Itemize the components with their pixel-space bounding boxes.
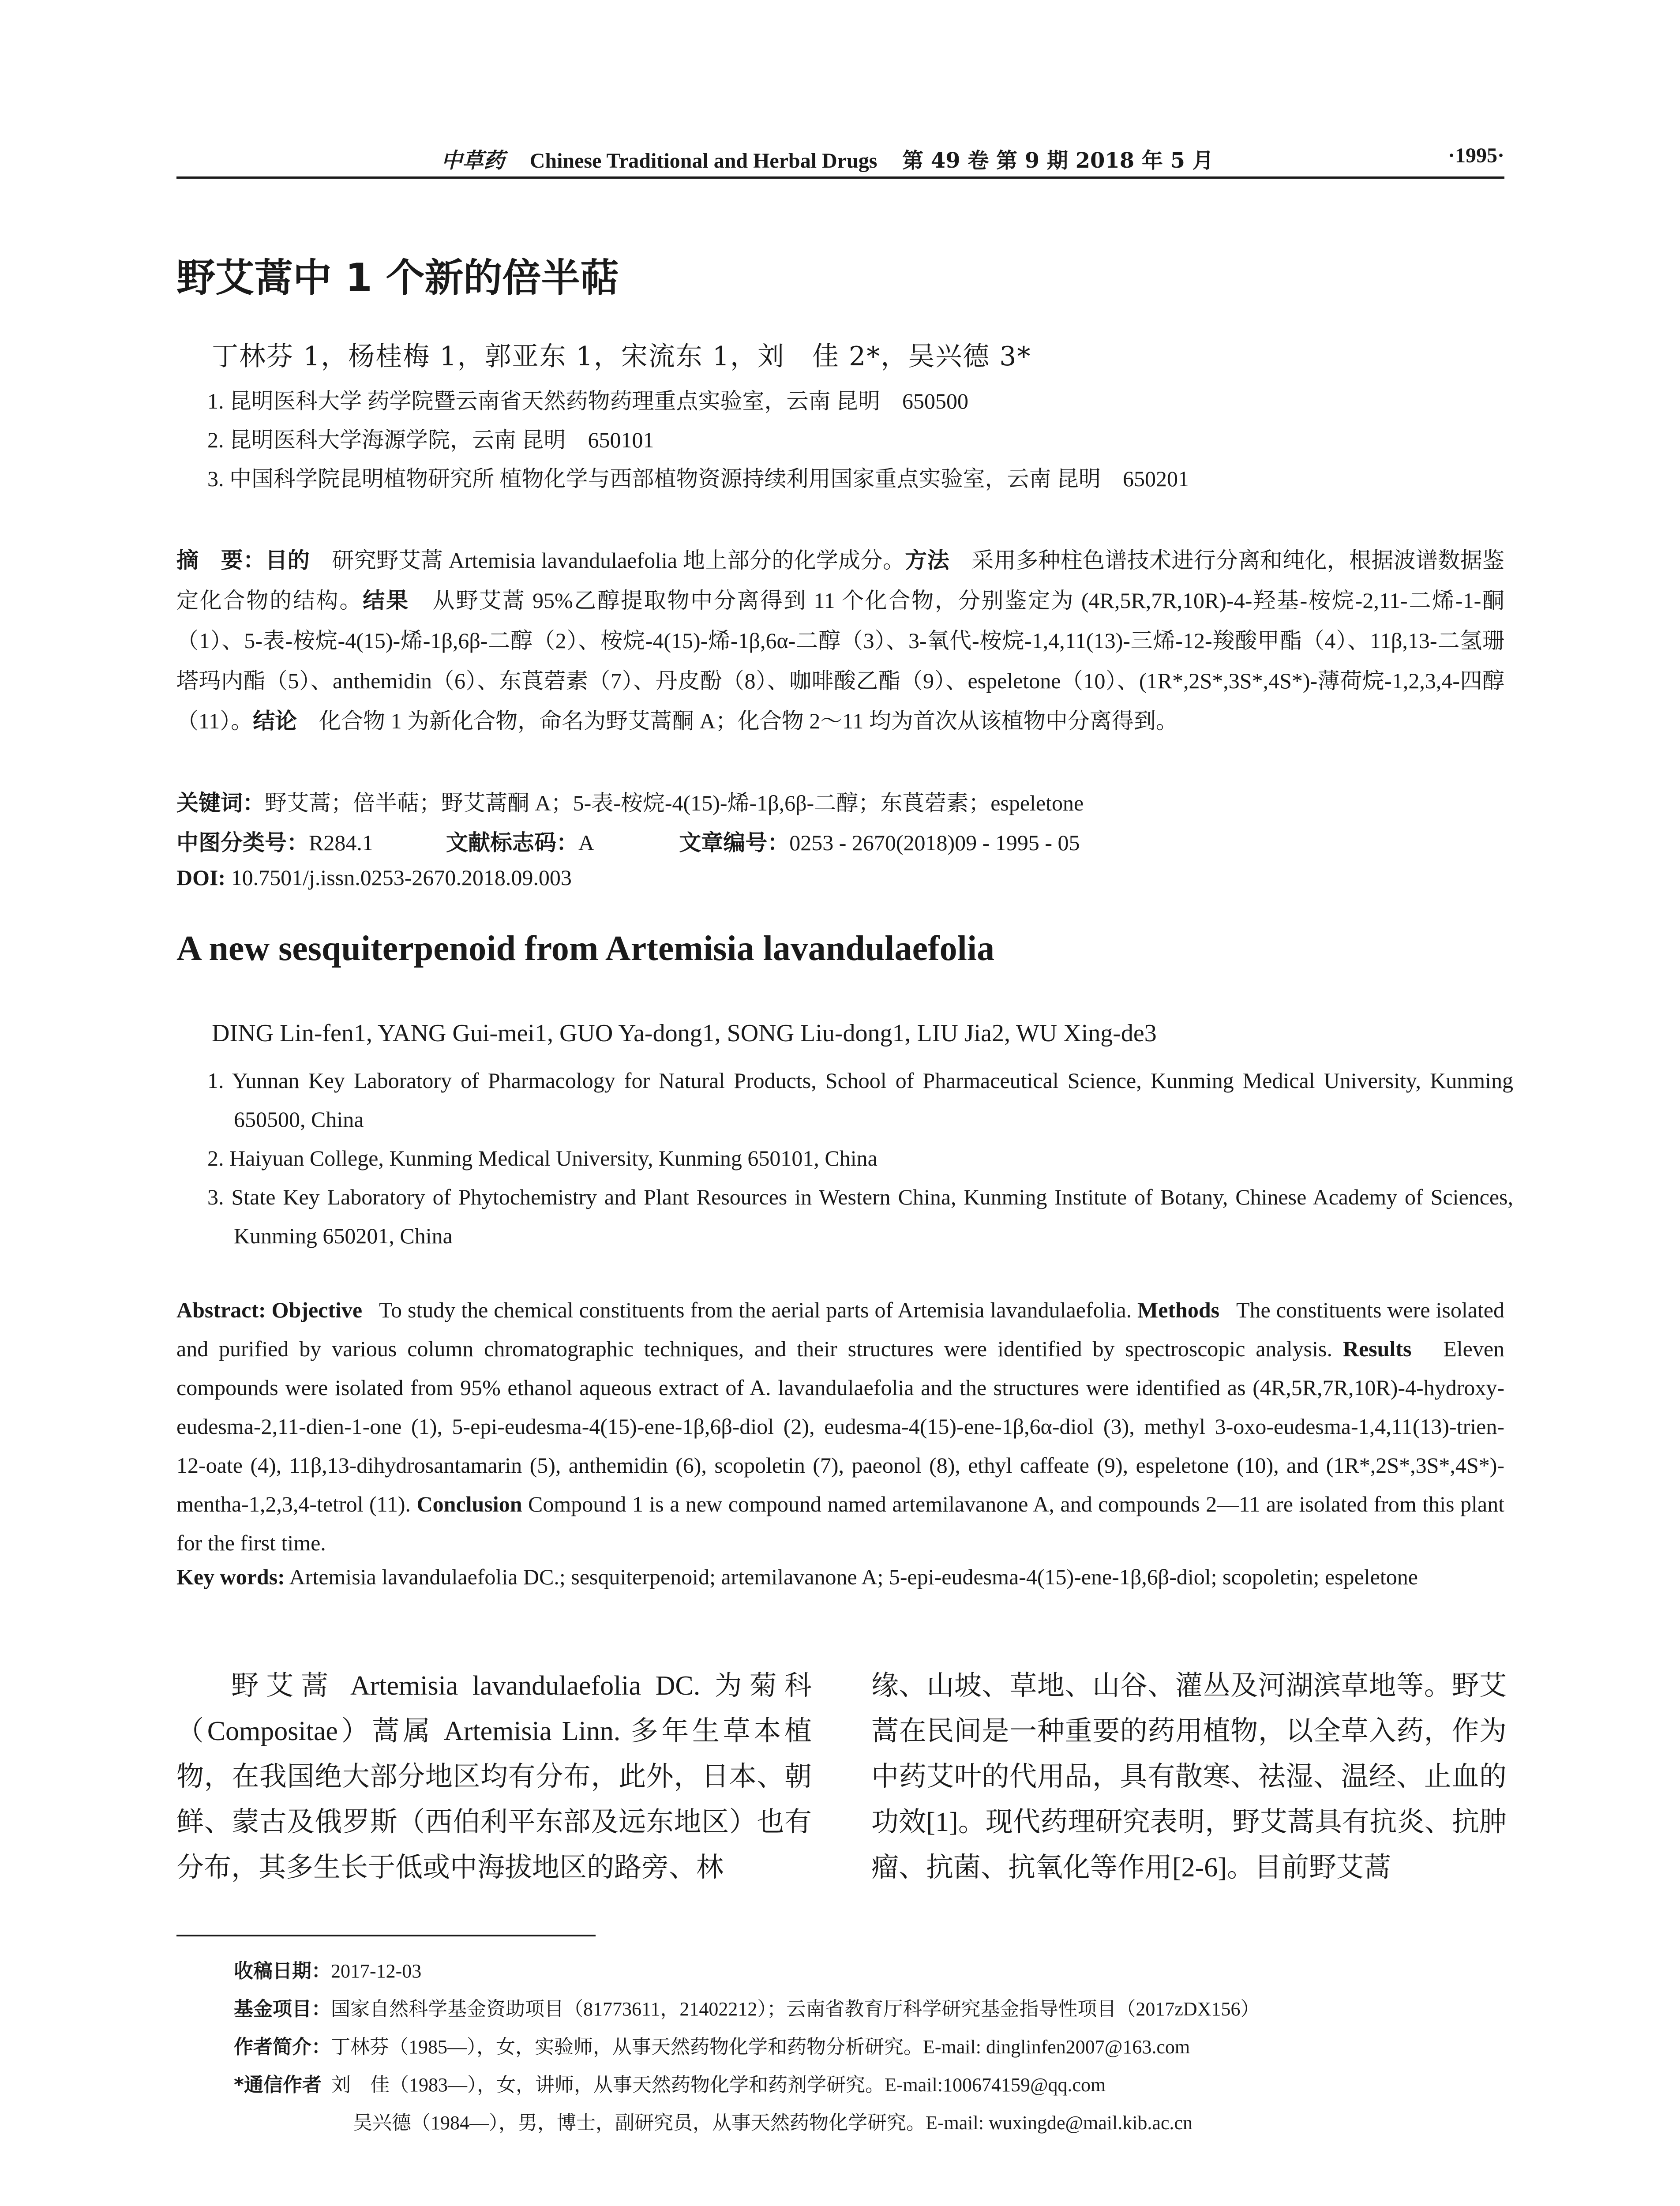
results-en: Eleven compounds were isolated from 95% ethanol aqueous extract of A. lavandulaefolia and the structures were identified as (4R,5R,7R,10R)-4-hydroxy-eudesma-2,11-dien-1-one (1), 5-epi-eudesma-4(15)-ene-1β,6β-diol (2), eudesma-4(15)-ene-1β,6α-diol (3), methyl 3-oxo-eudesma-1,4,11(13)-trien-12-oate (4), 11β,13-dihydrosantamarin (5), anthemidin (6), scopoletin (7), paeonol (8), ethyl caffeate (9), espeletone (10), and (1R*,2S*,3S*,4S*)-mentha-1,2,3,4-tetrol (11). — [176, 1336, 1505, 1516]
objective-cn: 研究野艾蒿 Artemisia lavandulaefolia 地上部分的化学成分。 — [332, 548, 905, 573]
affiliation-cn-3: 3. 中国科学院昆明植物研究所 植物化学与西部植物资源持续利用国家重点实验室，云南 昆明 650201 — [207, 466, 1189, 491]
page-number: ·1995· — [1448, 144, 1504, 167]
classification-line — [176, 825, 1080, 857]
affiliation-en-2: 2. Haiyuan College, Kunming Medical University, Kunming 650101, China — [207, 1146, 878, 1171]
conclusion-en-label: Conclusion — [416, 1492, 522, 1516]
footnote-author — [234, 2028, 1260, 2066]
author-value: 丁林芬（1985—），女，实验师，从事天然药物化学和药物分析研究。E-mail: dinglinfen2007@163.com — [331, 2036, 1190, 2058]
header-rule — [176, 176, 1504, 179]
affiliation-cn-2: 2. 昆明医科大学海源学院，云南 昆明 650101 — [207, 428, 654, 452]
results-cn-label: 结果 — [363, 588, 409, 613]
title-en: A new sesquiterpenoid from Artemisia lavandulaefolia — [176, 929, 995, 968]
clc-label: 中图分类号： — [176, 830, 309, 855]
methods-cn-label: 方法 — [905, 548, 949, 573]
abstract-en-label: Abstract: — [176, 1298, 266, 1322]
received-label: 收稿日期： — [234, 1960, 331, 1982]
affiliation-en-3: 3. State Key Laboratory of Phytochemistry and Plant Resources in Western China, Kunming Institute of Botany, Chinese Academy of Sciences, Kunming 650201, China — [207, 1185, 1513, 1248]
objective-cn-label: 目的 — [265, 548, 310, 573]
methods-en: The constituents were isolated and purified by various column chromatographic techniques, and their structures were identified by spectroscopic analysis. — [176, 1298, 1505, 1361]
footnote-corresponding-2 — [234, 2104, 1260, 2142]
keywords-en-label: Key words: — [176, 1564, 285, 1589]
doc-code-label: 文献标志码： — [446, 830, 578, 855]
affiliation-en-1: 1. Yunnan Key Laboratory of Pharmacology for Natural Products, School of Pharmaceutical Science, Kunming Medical University, Kunming 650500, China — [207, 1068, 1513, 1132]
running-header — [176, 139, 1504, 176]
footnote-rule — [176, 1935, 596, 1936]
affiliations-cn — [207, 382, 1189, 498]
doi-line — [176, 865, 572, 890]
corr-label: *通信作者 — [234, 2074, 322, 2096]
fund-value: 国家自然科学基金资助项目（81773611，21402212）；云南省教育厅科学研究基金指导性项目（2017zDX156） — [331, 1998, 1260, 2020]
authors-en: DING Lin-fen1, YANG Gui-mei1, GUO Ya-dong1, SONG Liu-dong1, LIU Jia2, WU Xing-de3 — [212, 1020, 1157, 1047]
conclusion-cn-label: 结论 — [253, 708, 297, 734]
keywords-cn — [176, 785, 1084, 817]
objective-en: To study the chemical constituents from the aerial parts of Artemisia lavandulaefolia. — [379, 1298, 1132, 1322]
methods-cn: 采用多种柱色谱技术进行分离和纯化，根据波谱数据鉴定化合物的结构。 — [176, 548, 1505, 613]
keywords-en — [176, 1557, 1504, 1596]
clc-value: R284.1 — [309, 830, 373, 855]
authors-cn: 丁林芬 1，杨桂梅 1，郭亚东 1，宋流东 1，刘 佳 2*，吴兴德 3* — [212, 341, 1031, 372]
keywords-cn-label: 关键词： — [176, 790, 265, 816]
doi-label: DOI: — [176, 865, 226, 890]
affiliation-cn-1: 1. 昆明医科大学 药学院暨云南省天然药物药理重点实验室，云南 昆明 650500 — [207, 389, 968, 413]
issue-info: 第 49 卷 第 9 期 2018 年 5 月 — [902, 148, 1214, 173]
abstract-cn — [176, 540, 1504, 741]
journal-name-en: Chinese Traditional and Herbal Drugs — [529, 149, 878, 173]
methods-en-label: Methods — [1137, 1298, 1220, 1322]
keywords-en-text: Artemisia lavandulaefolia DC.; sesquiterpenoid; artemilavanone A; 5-epi-eudesma-4(15)-ene-1β,6β-diol; scopoletin; espeletone — [289, 1564, 1418, 1589]
objective-en-label: Objective — [271, 1298, 363, 1322]
doi-value: 10.7501/j.issn.0253-2670.2018.09.003 — [231, 865, 572, 890]
footnote-received — [234, 1952, 1260, 1990]
corr-author-2: 吴兴德（1984—），男，博士，副研究员，从事天然药物化学研究。E-mail: wuxingde@mail.kib.ac.cn — [353, 2112, 1193, 2134]
keywords-cn-text: 野艾蒿；倍半萜；野艾蒿酮 A；5-表-桉烷-4(15)-烯-1β,6β-二醇；东莨菪素；espeletone — [265, 791, 1084, 815]
results-en-label: Results — [1342, 1336, 1412, 1361]
journal-line — [441, 143, 1214, 174]
doc-code-value: A — [578, 830, 593, 855]
abstract-en — [176, 1291, 1504, 1562]
article-no-value: 0253 - 2670(2018)09 - 1995 - 05 — [789, 830, 1080, 855]
conclusion-en: Compound 1 is a new compound named artemilavanone A, and compounds 2—11 are isolated from this plant for the first time. — [176, 1492, 1505, 1555]
received-value: 2017-12-03 — [331, 1960, 422, 1982]
body-column-right: 缘、山坡、草地、山谷、灌丛及河湖滨草地等。野艾蒿在民间是一种重要的药用植物，以全草入药，作为中药艾叶的代用品，具有散寒、祛湿、温经、止血的功效[1]。现代药理研究表明，野艾蒿具有抗炎、抗肿瘤、抗菌、抗氧化等作用[2-6]。目前野艾蒿 — [871, 1671, 1507, 1883]
footnote-corresponding — [234, 2066, 1260, 2104]
footnote-fund — [234, 1990, 1260, 2028]
fund-label: 基金项目： — [234, 1998, 331, 2020]
corr-author-1: 刘 佳（1983—），女，讲师，从事天然药物化学和药剂学研究。E-mail:100674159@qq.com — [331, 2074, 1106, 2096]
footnotes — [234, 1952, 1260, 2142]
title-cn: 野艾蒿中 1 个新的倍半萜 — [176, 255, 619, 300]
abstract-cn-label: 摘 要： — [176, 548, 266, 573]
article-no-label: 文章编号： — [679, 830, 790, 855]
journal-name-cn: 中草药 — [441, 148, 505, 173]
affiliations-en — [207, 1061, 1513, 1255]
author-label: 作者简介： — [234, 2036, 331, 2058]
body-column-left: 野艾蒿 Artemisia lavandulaefolia DC. 为菊科（Compositae）蒿属 Artemisia Linn. 多年生草本植物，在我国绝大部分地区均有分布，此外，日本、朝鲜、蒙古及俄罗斯（西伯利平东部及远东地区）也有分布，其多生长于低或中海拔地区的路旁、林 — [176, 1671, 812, 1883]
conclusion-cn: 化合物 1 为新化合物，命名为野艾蒿酮 A；化合物 2～11 均为首次从该植物中分离得到。 — [319, 709, 1178, 733]
results-cn: 从野艾蒿 95%乙醇提取物中分离得到 11 个化合物，分别鉴定为 (4R,5R,7R,10R)-4-羟基-桉烷-2,11-二烯-1-酮（1）、5-表-桉烷-4(15)-烯-1β,6β-二醇（2）、桉烷-4(15)-烯-1β,6α-二醇（3）、3-氧代-桉烷-1,4,11(13)-三烯-12-羧酸甲酯（4）、11β,13-二氢珊塔玛内酯（5）、anthemidin（6）、东莨菪素（7）、丹皮酚（8）、咖啡酸乙酯（9）、espeletone（10）、(1R*,2S*,3S*,4S*)-薄荷烷-1,2,3,4-四醇（11）。 — [176, 588, 1505, 733]
